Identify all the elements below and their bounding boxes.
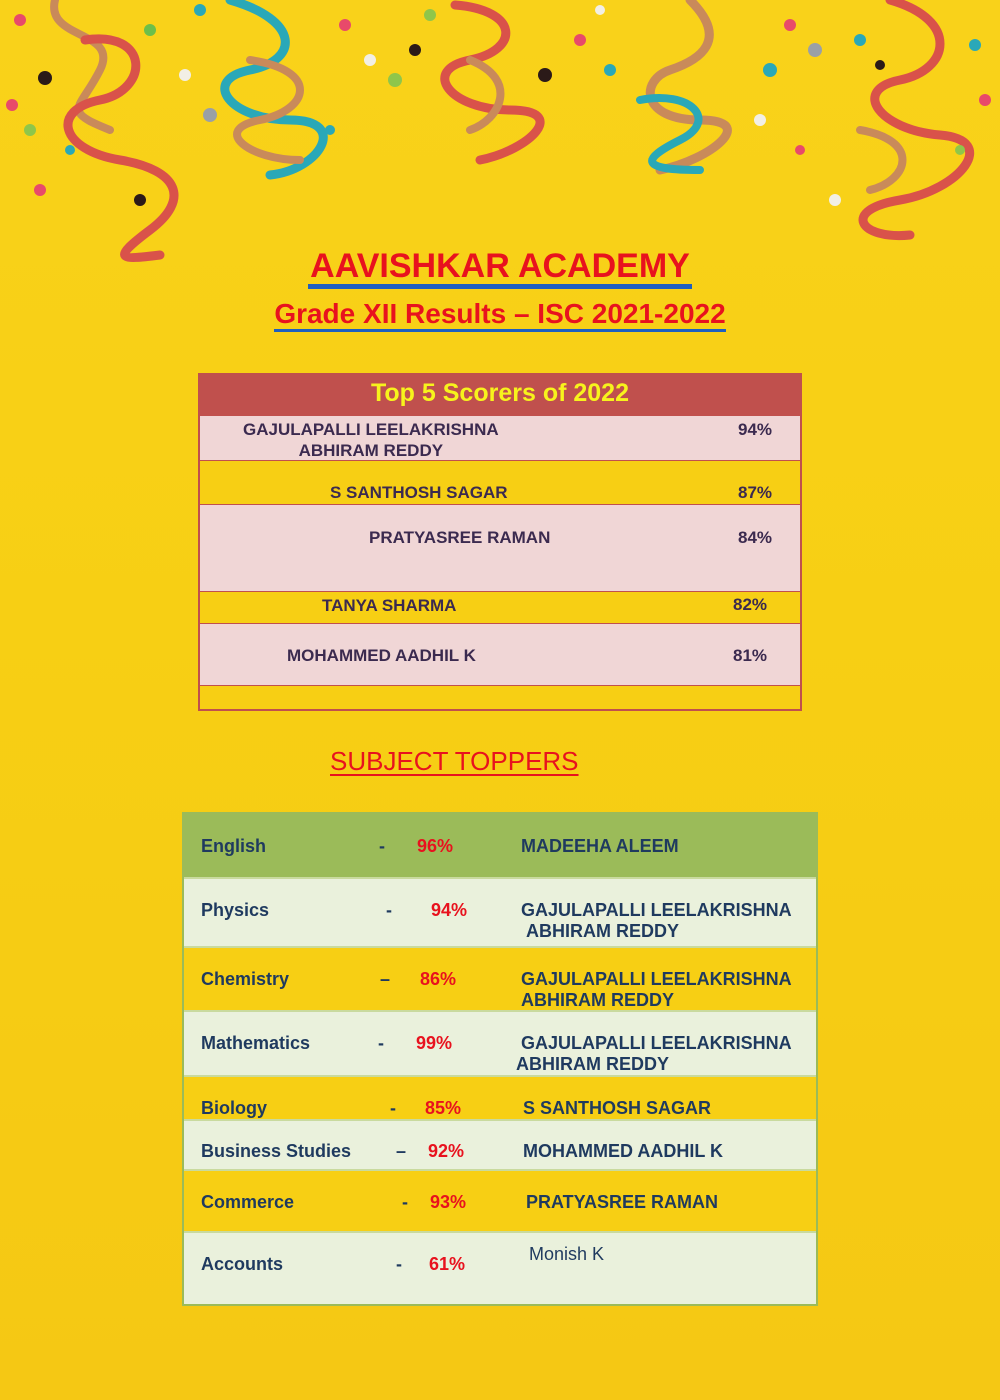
subject-topper: GAJULAPALLI LEELAKRISHNA ABHIRAM REDDY [516,1033,792,1074]
scorer-name: GAJULAPALLI LEELAKRISHNA ABHIRAM REDDY [243,420,499,460]
subject-name: Biology [201,1098,267,1118]
subject-topper: GAJULAPALLI LEELAKRISHNA ABHIRAM REDDY [521,900,792,941]
scorer-name: S SANTHOSH SAGAR [330,483,508,502]
table-row [184,1171,816,1233]
scorer-score: 81% [733,646,768,665]
table-row-empty [200,685,800,709]
subject-score: 61% [429,1254,466,1274]
scorer-name: PRATYASREE RAMAN [369,528,551,547]
subject-name: Accounts [201,1254,284,1274]
table-row [200,504,800,591]
separator-dash: - [386,900,392,920]
subject-topper: S SANTHOSH SAGAR [523,1098,712,1118]
table-row [184,1012,816,1077]
subject-topper: GAJULAPALLI LEELAKRISHNA ABHIRAM REDDY [521,969,792,1010]
separator-dash: – [380,969,391,989]
table-row [184,1233,816,1304]
subject-score: 94% [431,900,468,920]
separator-dash: - [378,1033,384,1053]
separator-dash: - [402,1192,408,1212]
subject-toppers-table [182,812,818,1306]
subject-score: 86% [420,969,457,989]
subject-topper: Monish K [529,1244,605,1264]
scorer-score: 82% [733,595,768,614]
subject-topper: PRATYASREE RAMAN [526,1192,719,1212]
school-name: AAVISHKAR ACADEMY [308,248,692,289]
subject-toppers-heading: SUBJECT TOPPERS [330,746,579,776]
table-row [184,879,816,948]
table-row [184,814,816,879]
subject-name: English [201,836,267,856]
separator-dash: - [390,1098,396,1118]
table-row [200,591,800,623]
top-scorers-title: Top 5 Scorers of 2022 [200,375,800,415]
table-row [184,1121,816,1171]
top-scorers-table [198,373,802,711]
subject-score: 85% [425,1098,462,1118]
scorer-name: TANYA SHARMA [322,596,457,615]
separator-dash: - [396,1254,402,1274]
results-title: Grade XII Results – ISC 2021-2022 [274,299,725,332]
scorer-score: 94% [738,420,773,439]
table-row [200,415,800,460]
subject-name: Business Studies [201,1141,352,1161]
subject-name: Mathematics [201,1033,311,1053]
subject-score: 92% [428,1141,465,1161]
separator-dash: - [379,836,385,856]
subject-topper: MADEEHA ALEEM [521,836,679,856]
title-block [0,248,1000,355]
subject-name: Physics [201,900,270,920]
subject-name: Chemistry [201,969,290,989]
confetti-streamers-decoration [0,0,1000,280]
scorer-name: MOHAMMED AADHIL K [287,646,476,665]
subject-score: 96% [417,836,454,856]
separator-dash: – [396,1141,407,1161]
scorer-score: 87% [738,483,773,502]
table-row [184,948,816,1012]
subject-score: 99% [416,1033,453,1053]
subject-name: Commerce [201,1192,295,1212]
table-row [184,1077,816,1121]
subject-topper: MOHAMMED AADHIL K [523,1141,723,1161]
subject-score: 93% [430,1192,467,1212]
table-row [200,623,800,685]
table-row [200,460,800,504]
scorer-score: 84% [738,528,773,547]
